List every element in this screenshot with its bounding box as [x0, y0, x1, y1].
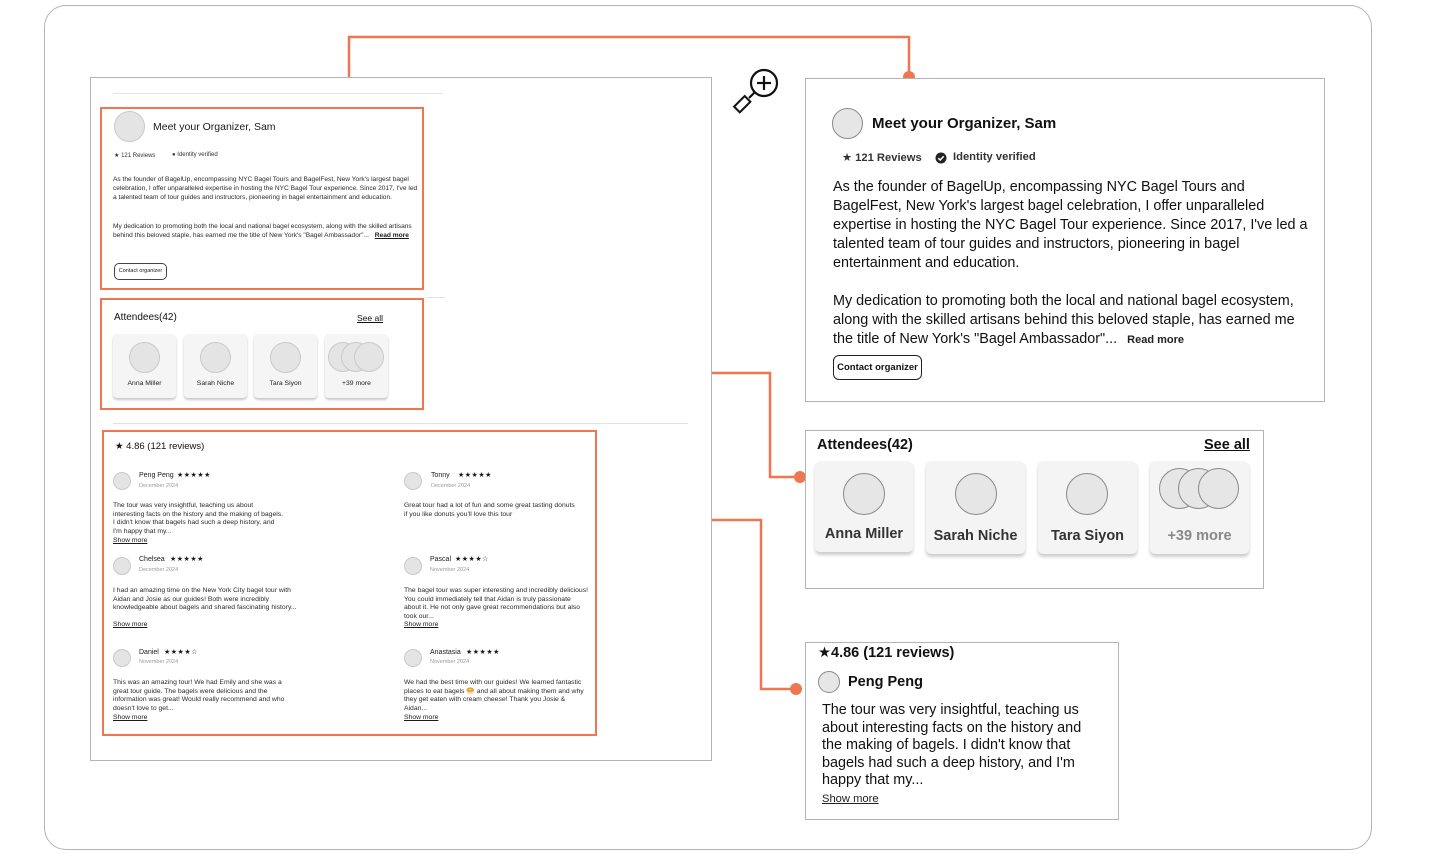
reviewer-name: Pascal: [430, 556, 452, 563]
attendee-name: Sarah Niche: [196, 380, 235, 387]
organizer-avatar: [832, 108, 863, 139]
attendees-title: Attendees(42): [817, 437, 913, 453]
review-body: The bagel tour was super interesting and incredibly delicious! You could immediately tell that Aidan is truly passionate about it. He not only gave great recommendations but also took our...: [404, 587, 588, 620]
reviewer-avatar: [404, 472, 422, 490]
review-body: The tour was very insightful, teaching us about interesting facts on the history and the making of bagels. I didn't know that bagels had such a deep history, and I'm happy that my...: [113, 502, 284, 535]
reviewer-avatar: [404, 557, 422, 575]
contact-organizer-button[interactable]: Contact organizer: [833, 355, 922, 380]
organizer-bio-paragraph-2: My dedication to promoting both the local and national bagel ecosystem, along with the skilled artisans behind this beloved staple, has earned me the title of New York's "Bagel Ambassador"... Read more: [833, 293, 1295, 347]
review-date: December 2024: [431, 483, 471, 489]
star-icon: ★: [114, 153, 120, 159]
review-date: November 2024: [430, 659, 470, 665]
reviews-summary: ★ 4.86 (121 reviews): [115, 441, 205, 452]
review-date: November 2024: [139, 659, 179, 665]
attendee-avatar: [270, 342, 301, 373]
organizer-verified: Identity verified: [953, 151, 1036, 163]
attendee-avatar: [129, 342, 160, 373]
star-icon: ★: [842, 152, 853, 164]
organizer-title: Meet your Organizer, Sam: [872, 115, 1057, 132]
reviewer-avatar: [113, 649, 131, 667]
attendee-name: Anna Miller: [824, 526, 904, 542]
review-date: November 2024: [430, 567, 470, 573]
review-body: The tour was very insightful, teaching us about interesting facts on the history and the making of bagels. I didn't know that bagels had such a deep history, and I'm happy that my...: [822, 702, 1082, 788]
divider: [113, 423, 688, 424]
attendee-more-label: +39 more: [1167, 528, 1232, 544]
zoom-in-icon: [734, 66, 784, 112]
see-all-link[interactable]: See all: [357, 313, 383, 323]
reviewer-name: Daniel: [139, 649, 159, 656]
reviews-summary: ★4.86 (121 reviews): [818, 645, 955, 661]
attendee-avatar: [843, 473, 885, 515]
review-stars: ★★★★★: [170, 556, 204, 563]
show-more-link[interactable]: Show more: [113, 537, 148, 544]
review-stars: ★★★★★: [466, 649, 500, 656]
show-more-link[interactable]: Show more: [404, 714, 439, 721]
star-icon: ★: [818, 645, 831, 661]
organizer-reviews-count: ★ 121 Reviews: [114, 153, 156, 159]
reviewer-name: Peng Peng: [139, 472, 174, 479]
attendee-name: Tara Siyon: [269, 380, 302, 387]
organizer-avatar: [114, 111, 145, 142]
attendee-avatar: [1198, 468, 1239, 509]
review-stars: ★★★★★: [458, 472, 492, 479]
divider: [113, 93, 443, 94]
attendee-more-label: +39 more: [342, 380, 371, 387]
organizer-verified: ● Identity verified: [172, 152, 218, 158]
divider: [425, 297, 445, 298]
reviewer-avatar: [113, 557, 131, 575]
attendee-avatar: [354, 342, 384, 372]
review-stars: ★★★★★: [177, 472, 211, 479]
review-date: December 2024: [139, 483, 179, 489]
see-all-link[interactable]: See all: [1204, 437, 1250, 453]
organizer-bio-paragraph-1: As the founder of BagelUp, encompassing NYC Bagel Tours and BagelFest, New York's largest bagel celebration, I offer unparalleled expertise in hosting the NYC Bagel Tour experience. Since 2017, I've led a talented team of tour guides and instructors, pioneering in bagel entertainment and education.: [833, 179, 1308, 271]
review-body: We had the best time with our guides! We learned fantastic places to eat bagels 🥯 and all about making them and why they get eaten with cream cheese! Thank you Josie & Aidan...: [404, 679, 584, 712]
organizer-reviews-count: ★ 121 Reviews: [842, 152, 922, 164]
reviewer-name: Chelsea: [139, 556, 165, 563]
verified-check-icon: [935, 152, 947, 164]
review-date: December 2024: [139, 567, 179, 573]
organizer-bio-paragraph-1: As the founder of BagelUp, encompassing NYC Bagel Tours and BagelFest, New York's largest bagel celebration, I offer unparalleled expertise in hosting the NYC Bagel Tour experience. Since 2017, I've led a talented team of tour guides and instructors, pioneering in bagel entertainment and education.: [113, 176, 418, 201]
attendee-avatar: [200, 342, 231, 373]
show-more-link[interactable]: Show more: [404, 621, 439, 628]
review-body: I had an amazing time on the New York City bagel tour with Aidan and Josie as our guides! Both were incredibly knowledgeable about bagels and shared fascinating history...: [113, 587, 297, 612]
review-stars: ★★★★☆: [455, 556, 489, 563]
review-stars: ★★★★☆: [164, 649, 198, 656]
organizer-bio-paragraph-2: My dedication to promoting both the local and national bagel ecosystem, along with the skilled artisans behind this beloved staple, has earned me the title of New York's "Bagel Ambassador"... Read more: [113, 223, 412, 239]
read-more-link[interactable]: Read more: [1127, 334, 1184, 346]
review-body: Great tour had a lot of fun and some great tasting donuts if you like donuts you'll love this tour: [404, 502, 575, 518]
read-more-link[interactable]: Read more: [374, 232, 409, 239]
contact-organizer-button[interactable]: Contact organizer: [114, 263, 167, 280]
reviewer-name: Peng Peng: [848, 674, 923, 690]
attendee-name: Anna Miller: [127, 380, 162, 387]
attendees-title: Attendees(42): [114, 312, 177, 323]
organizer-title: Meet your Organizer, Sam: [153, 121, 276, 133]
review-body: This was an amazing tour! We had Emily and she was a great tour guide. The bagels were delicious and the information was great! Would really recommend and who doesn't love to get...: [113, 679, 285, 712]
attendee-avatar: [1066, 473, 1108, 515]
show-more-link[interactable]: Show more: [113, 621, 148, 628]
reviewer-avatar: [404, 649, 422, 667]
attendee-avatar: [955, 473, 997, 515]
reviewer-avatar: [113, 472, 131, 490]
attendee-name: Tara Siyon: [1050, 528, 1125, 544]
show-more-link[interactable]: Show more: [822, 793, 879, 805]
show-more-link[interactable]: Show more: [113, 714, 148, 721]
attendee-name: Sarah Niche: [933, 528, 1018, 544]
verified-check-icon: ●: [172, 152, 176, 158]
reviewer-name: Anastasia: [430, 649, 461, 656]
reviewer-avatar: [818, 671, 840, 693]
reviewer-name: Tonny: [431, 472, 450, 479]
